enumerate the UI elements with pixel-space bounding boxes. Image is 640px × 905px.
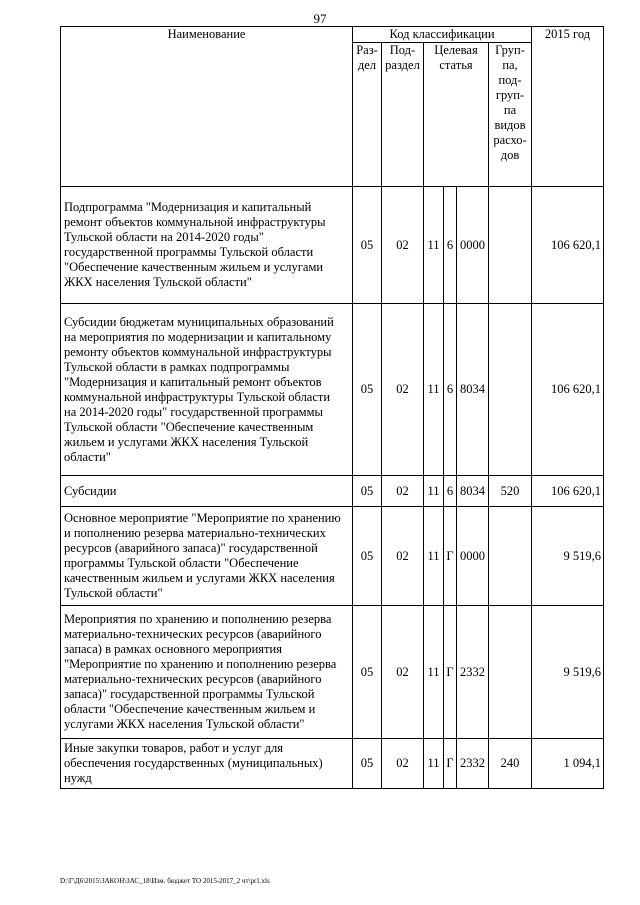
row-name xyxy=(61,476,353,507)
header-expense-group-line: па, xyxy=(502,58,518,72)
row-section: 05 xyxy=(353,739,382,789)
row-target-item-subprogram: 6 xyxy=(444,187,457,304)
header-expense-group-line: груп- xyxy=(495,88,525,102)
row-target-item-program: 11 xyxy=(424,739,444,789)
row-name-line: области" xyxy=(64,449,111,464)
row-expense-group xyxy=(489,606,532,739)
table-row xyxy=(61,476,604,507)
header-target-item-line: статья xyxy=(439,58,473,72)
row-name-line: ремонту объектов коммунальной инфраструктуры xyxy=(64,344,332,359)
row-expense-group xyxy=(489,507,532,606)
row-subsection: 02 xyxy=(382,739,424,789)
row-name-line: государственной программы Тульской области xyxy=(64,245,314,259)
budget-table xyxy=(60,26,604,789)
row-target-item-direction: 0000 xyxy=(457,187,489,304)
row-name-line: на 2014-2020 годы" государственной программы xyxy=(64,404,323,419)
header-expense-group-line: па xyxy=(503,103,517,117)
header-name: Наименование xyxy=(61,27,353,187)
row-name-line: Тульской области "Обеспечение качественным xyxy=(64,419,314,434)
row-expense-group: 520 xyxy=(489,476,532,507)
header-expense-group-line: расхо- xyxy=(493,133,527,147)
header-target-item-line: Целевая xyxy=(434,43,478,57)
row-name-line: "Модернизация и капитальный ремонт объектов xyxy=(64,374,322,389)
row-expense-group: 240 xyxy=(489,739,532,789)
header-expense-group-line: Груп- xyxy=(495,43,525,57)
header-year: 2015 год xyxy=(532,27,604,187)
header-subsection-line: раздел xyxy=(385,58,420,72)
row-name-line: жильем и услугами ЖКХ населения Тульской xyxy=(64,434,309,449)
header-subsection xyxy=(382,43,424,187)
row-target-item-program: 11 xyxy=(424,606,444,739)
row-target-item-direction: 8034 xyxy=(457,476,489,507)
row-name-line: "Мероприятие по хранению и пополнению резерва xyxy=(64,657,337,671)
header-row xyxy=(61,27,604,43)
row-name-line: услугами ЖКХ населения Тульской области" xyxy=(64,717,305,731)
row-name-line: области "Обеспечение качественным жильем и xyxy=(64,702,316,716)
row-target-item-program: 11 xyxy=(424,304,444,476)
row-target-item-direction: 2332 xyxy=(457,606,489,739)
table-row xyxy=(61,606,604,739)
row-target-item-subprogram: 6 xyxy=(444,304,457,476)
row-amount-2015: 9 519,6 xyxy=(532,606,604,739)
row-subsection: 02 xyxy=(382,507,424,606)
row-target-item-subprogram: Г xyxy=(444,606,457,739)
row-section: 05 xyxy=(353,304,382,476)
header-expense-group xyxy=(489,43,532,187)
table-row xyxy=(61,187,604,304)
header-subsection-line: Под- xyxy=(389,43,416,57)
row-expense-group xyxy=(489,187,532,304)
row-name-line: Тульской области в рамках подпрограммы xyxy=(64,359,290,374)
row-name-line: Тульской области на 2014-2020 годы" xyxy=(64,230,264,244)
header-classification-code: Код классификации xyxy=(353,27,532,43)
table-row xyxy=(61,507,604,606)
row-target-item-program: 11 xyxy=(424,187,444,304)
row-name-line: нужд xyxy=(64,771,92,785)
row-name-line: Субсидии бюджетам муниципальных образований xyxy=(64,314,334,329)
row-name-line: запаса) в рамках основного мероприятия xyxy=(64,642,282,656)
row-subsection: 02 xyxy=(382,304,424,476)
header-section-line: дел xyxy=(357,58,377,72)
row-name-line: ЖКХ населения Тульской области" xyxy=(64,275,252,289)
row-name xyxy=(61,187,353,304)
row-amount-2015: 1 094,1 xyxy=(532,739,604,789)
row-target-item-program: 11 xyxy=(424,476,444,507)
row-section: 05 xyxy=(353,507,382,606)
table-row xyxy=(61,739,604,789)
row-subsection: 02 xyxy=(382,187,424,304)
header-section-line: Раз- xyxy=(356,43,378,57)
row-target-item-subprogram: Г xyxy=(444,739,457,789)
row-name-line: ресурсов (аварийного запаса)" государственной xyxy=(64,541,318,555)
row-amount-2015: 106 620,1 xyxy=(532,476,604,507)
row-name-line: и пополнению резерва материально-технических xyxy=(64,526,326,540)
row-name-line: материально-технических ресурсов (аварийного xyxy=(64,672,322,686)
row-name-line: материально-технических ресурсов (аварийного xyxy=(64,627,322,641)
row-amount-2015: 9 519,6 xyxy=(532,507,604,606)
row-name-line: Подпрограмма "Модернизация и капитальный xyxy=(64,200,312,214)
row-name-line: коммунальной инфраструктуры Тульской области xyxy=(64,389,331,404)
row-name xyxy=(61,606,353,739)
row-name-line: Субсидии xyxy=(64,483,117,498)
header-expense-group-line: видов xyxy=(494,118,526,132)
row-amount-2015: 106 620,1 xyxy=(532,187,604,304)
row-target-item-subprogram: Г xyxy=(444,507,457,606)
row-name-line: Тульской области" xyxy=(64,586,163,600)
row-name xyxy=(61,507,353,606)
row-name xyxy=(61,304,353,476)
header-target-item xyxy=(424,43,489,187)
header-expense-group-line: дов xyxy=(500,148,520,162)
row-target-item-direction: 0000 xyxy=(457,507,489,606)
row-name-line: Мероприятия по хранению и пополнению резерва xyxy=(64,612,332,626)
page-number: 97 xyxy=(313,11,327,26)
row-target-item-direction: 2332 xyxy=(457,739,489,789)
row-amount-2015: 106 620,1 xyxy=(532,304,604,476)
row-name-line: Основное мероприятие "Мероприятие по хранению xyxy=(64,511,341,525)
row-name-line: программы Тульской области "Обеспечение xyxy=(64,556,299,570)
header-section xyxy=(353,43,382,187)
row-target-item-direction: 8034 xyxy=(457,304,489,476)
row-section: 05 xyxy=(353,187,382,304)
row-subsection: 02 xyxy=(382,606,424,739)
row-expense-group xyxy=(489,304,532,476)
row-name-line: на мероприятия по модернизации и капитальному xyxy=(64,329,332,344)
row-section: 05 xyxy=(353,606,382,739)
row-name-line: качественным жильем и услугами ЖКХ населения xyxy=(64,571,335,585)
row-name-line: "Обеспечение качественным жильем и услугами xyxy=(64,260,324,274)
row-name-line: обеспечения государственных (муниципальных) xyxy=(64,756,323,770)
row-name xyxy=(61,739,353,789)
row-name-line: Иные закупки товаров, работ и услуг для xyxy=(64,741,284,755)
footer-file-path: D:\Г\Д6\2015\ЗАКОН\ЗАС_18\Изм. бюджет ТО 2015-2017_2 чт\pr1.xls xyxy=(60,877,270,885)
row-target-item-subprogram: 6 xyxy=(444,476,457,507)
table-row xyxy=(61,304,604,476)
row-name-line: ремонт объектов коммунальной инфраструктуры xyxy=(64,215,326,229)
row-subsection: 02 xyxy=(382,476,424,507)
row-section: 05 xyxy=(353,476,382,507)
header-expense-group-line: под- xyxy=(498,73,522,87)
row-target-item-program: 11 xyxy=(424,507,444,606)
row-name-line: запаса)" государственной программы Тульской xyxy=(64,687,315,701)
